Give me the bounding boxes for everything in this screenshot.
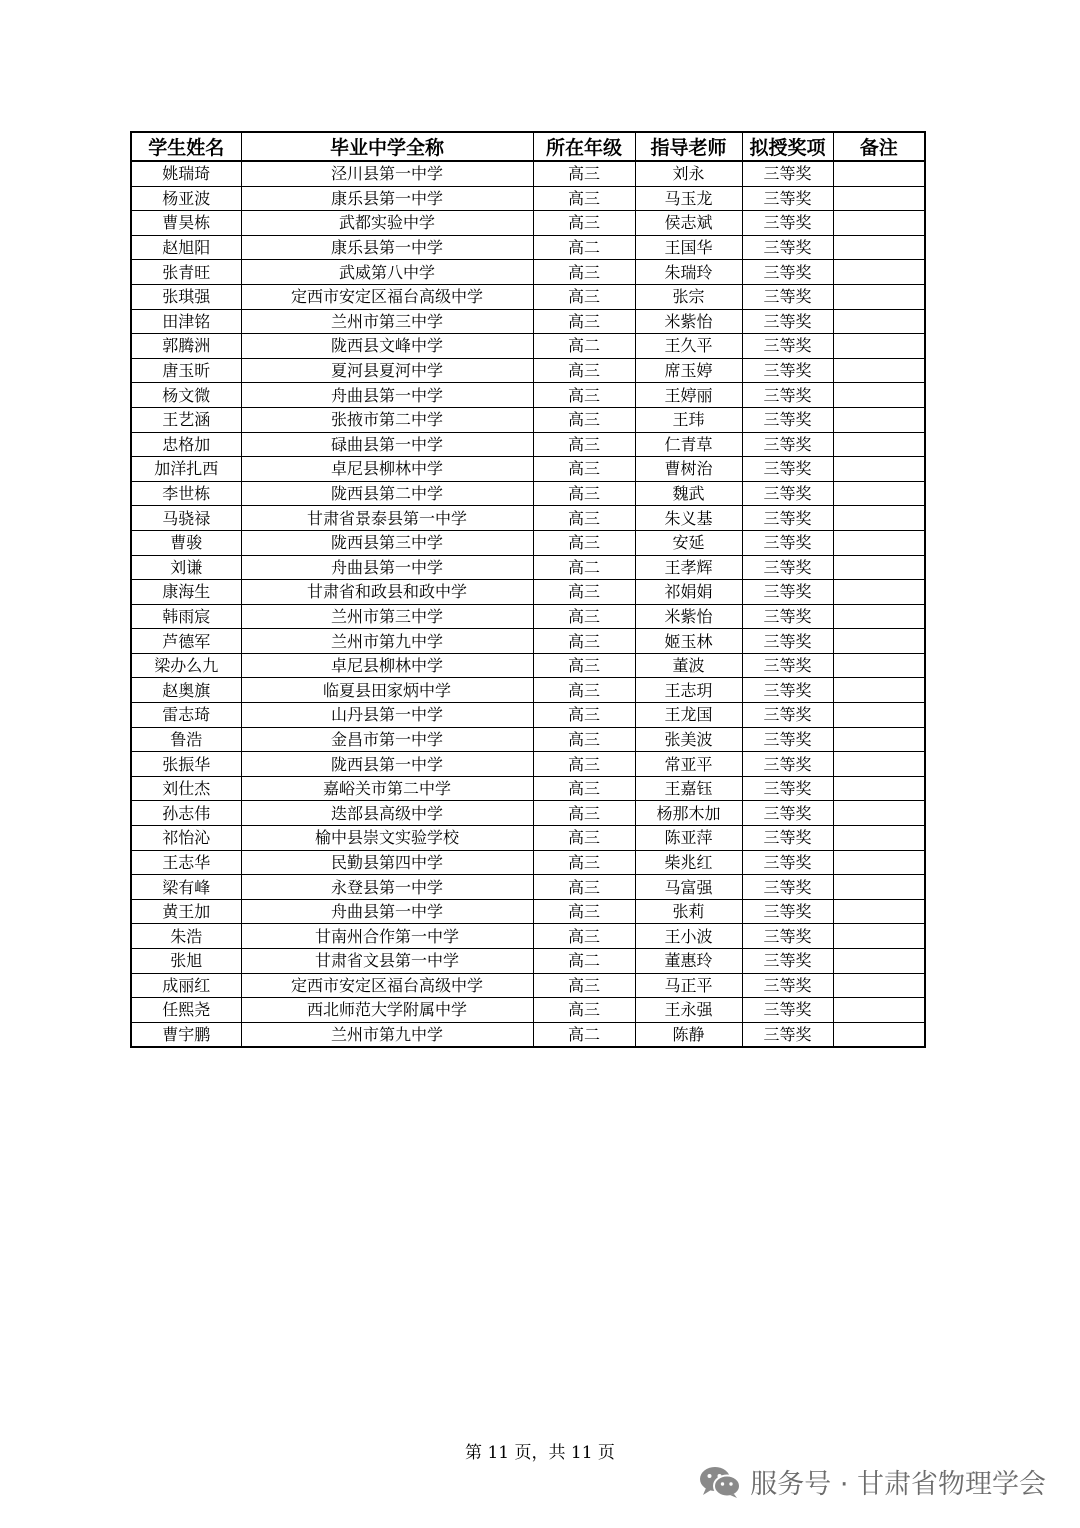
grade-cell: 高三 [533,161,635,186]
watermark [698,1462,1046,1501]
table-row [131,186,925,211]
table-row [131,407,925,432]
table-row [131,949,925,974]
student-name-cell: 康海生 [131,580,241,605]
grade-cell: 高三 [533,776,635,801]
wechat-icon [698,1465,742,1499]
header-remark: 备注 [833,132,925,161]
teacher-cell: 董波 [635,653,742,678]
remark-cell [833,826,925,851]
remark-cell [833,653,925,678]
table-row [131,506,925,531]
table-row [131,358,925,383]
award-cell: 三等奖 [742,629,833,654]
teacher-cell: 王孝辉 [635,555,742,580]
school-cell: 嘉峪关市第二中学 [241,776,533,801]
grade-cell: 高三 [533,506,635,531]
teacher-cell: 王嘉钰 [635,776,742,801]
teacher-cell: 常亚平 [635,752,742,777]
school-cell: 兰州市第三中学 [241,604,533,629]
school-cell: 陇西县第三中学 [241,530,533,555]
table-row [131,383,925,408]
student-name-cell: 芦德军 [131,629,241,654]
student-name-cell: 王志华 [131,850,241,875]
remark-cell [833,211,925,236]
grade-cell: 高三 [533,530,635,555]
remark-cell [833,899,925,924]
grade-cell: 高三 [533,407,635,432]
award-cell: 三等奖 [742,407,833,432]
award-cell: 三等奖 [742,432,833,457]
student-name-cell: 马骁禄 [131,506,241,531]
award-cell: 三等奖 [742,678,833,703]
grade-cell: 高三 [533,973,635,998]
page-number: 第 11 页，共 11 页 [465,1443,615,1463]
grade-cell: 高三 [533,678,635,703]
table-row [131,1022,925,1047]
grade-cell: 高三 [533,629,635,654]
grade-cell: 高三 [533,727,635,752]
award-cell: 三等奖 [742,801,833,826]
school-cell: 兰州市第九中学 [241,629,533,654]
award-cell: 三等奖 [742,211,833,236]
award-cell: 三等奖 [742,235,833,260]
grade-cell: 高三 [533,703,635,728]
table-row [131,998,925,1023]
remark-cell [833,727,925,752]
remark-cell [833,998,925,1023]
teacher-cell: 席玉婷 [635,358,742,383]
award-cell: 三等奖 [742,580,833,605]
award-cell: 三等奖 [742,973,833,998]
remark-cell [833,284,925,309]
student-name-cell: 任熙尧 [131,998,241,1023]
remark-cell [833,383,925,408]
teacher-cell: 马正平 [635,973,742,998]
teacher-cell: 杨那木加 [635,801,742,826]
grade-cell: 高三 [533,481,635,506]
award-cell: 三等奖 [742,653,833,678]
student-name-cell: 刘仕杰 [131,776,241,801]
award-cell: 三等奖 [742,850,833,875]
student-name-cell: 韩雨宸 [131,604,241,629]
award-cell: 三等奖 [742,1022,833,1047]
student-name-cell: 刘谦 [131,555,241,580]
school-cell: 金昌市第一中学 [241,727,533,752]
teacher-cell: 王婷丽 [635,383,742,408]
header-teacher: 指导老师 [635,132,742,161]
student-name-cell: 杨文微 [131,383,241,408]
school-cell: 舟曲县第一中学 [241,899,533,924]
school-cell: 山丹县第一中学 [241,703,533,728]
school-cell: 民勤县第四中学 [241,850,533,875]
teacher-cell: 陈亚萍 [635,826,742,851]
table-row [131,801,925,826]
table-row [131,850,925,875]
teacher-cell: 王玮 [635,407,742,432]
grade-cell: 高三 [533,875,635,900]
table-row [131,924,925,949]
award-cell: 三等奖 [742,604,833,629]
table-row [131,334,925,359]
award-cell: 三等奖 [742,334,833,359]
school-cell: 兰州市第九中学 [241,1022,533,1047]
grade-cell: 高二 [533,555,635,580]
award-cell: 三等奖 [742,998,833,1023]
school-cell: 陇西县第二中学 [241,481,533,506]
teacher-cell: 张宗 [635,284,742,309]
teacher-cell: 姬玉林 [635,629,742,654]
teacher-cell: 安延 [635,530,742,555]
award-cell: 三等奖 [742,875,833,900]
school-cell: 夏河县夏河中学 [241,358,533,383]
grade-cell: 高三 [533,826,635,851]
remark-cell [833,580,925,605]
teacher-cell: 董惠玲 [635,949,742,974]
remark-cell [833,801,925,826]
header-row [131,132,925,161]
award-cell: 三等奖 [742,506,833,531]
remark-cell [833,555,925,580]
table-header [131,132,925,161]
grade-cell: 高三 [533,604,635,629]
award-cell: 三等奖 [742,555,833,580]
school-cell: 定西市安定区福台高级中学 [241,284,533,309]
school-cell: 临夏县田家炳中学 [241,678,533,703]
grade-cell: 高三 [533,850,635,875]
remark-cell [833,875,925,900]
table-row [131,555,925,580]
table-row [131,703,925,728]
grade-cell: 高三 [533,998,635,1023]
teacher-cell: 魏武 [635,481,742,506]
award-cell: 三等奖 [742,481,833,506]
table-row [131,211,925,236]
student-name-cell: 姚瑞琦 [131,161,241,186]
remark-cell [833,703,925,728]
teacher-cell: 马玉龙 [635,186,742,211]
school-cell: 西北师范大学附属中学 [241,998,533,1023]
student-name-cell: 雷志琦 [131,703,241,728]
grade-cell: 高三 [533,432,635,457]
school-cell: 甘肃省景泰县第一中学 [241,506,533,531]
award-cell: 三等奖 [742,358,833,383]
table-row [131,309,925,334]
student-name-cell: 祁怡沁 [131,826,241,851]
school-cell: 迭部县高级中学 [241,801,533,826]
watermark-text: 服务号 · 甘肃省物理学会 [750,1469,1046,1500]
remark-cell [833,924,925,949]
header-grade: 所在年级 [533,132,635,161]
teacher-cell: 王国华 [635,235,742,260]
table-row [131,530,925,555]
grade-cell: 高二 [533,235,635,260]
school-cell: 永登县第一中学 [241,875,533,900]
teacher-cell: 王志玥 [635,678,742,703]
grade-cell: 高三 [533,899,635,924]
teacher-cell: 刘永 [635,161,742,186]
award-cell: 三等奖 [742,752,833,777]
table-row [131,235,925,260]
school-cell: 武都实验中学 [241,211,533,236]
teacher-cell: 柴兆红 [635,850,742,875]
award-cell: 三等奖 [742,776,833,801]
student-name-cell: 朱浩 [131,924,241,949]
award-cell: 三等奖 [742,826,833,851]
remark-cell [833,334,925,359]
award-cell: 三等奖 [742,899,833,924]
remark-cell [833,358,925,383]
teacher-cell: 米紫怡 [635,604,742,629]
student-name-cell: 黄王加 [131,899,241,924]
remark-cell [833,235,925,260]
school-cell: 康乐县第一中学 [241,235,533,260]
grade-cell: 高三 [533,580,635,605]
table-row [131,826,925,851]
remark-cell [833,506,925,531]
remark-cell [833,1022,925,1047]
student-name-cell: 张青旺 [131,260,241,285]
school-cell: 张掖市第二中学 [241,407,533,432]
award-cell: 三等奖 [742,949,833,974]
grade-cell: 高三 [533,211,635,236]
remark-cell [833,678,925,703]
grade-cell: 高二 [533,949,635,974]
teacher-cell: 张美波 [635,727,742,752]
remark-cell [833,432,925,457]
grade-cell: 高三 [533,457,635,482]
table-row [131,776,925,801]
grade-cell: 高三 [533,653,635,678]
student-name-cell: 赵旭阳 [131,235,241,260]
table-row [131,752,925,777]
student-name-cell: 杨亚波 [131,186,241,211]
teacher-cell: 马富强 [635,875,742,900]
teacher-cell: 张莉 [635,899,742,924]
remark-cell [833,850,925,875]
grade-cell: 高三 [533,309,635,334]
grade-cell: 高三 [533,284,635,309]
school-cell: 康乐县第一中学 [241,186,533,211]
award-cell: 三等奖 [742,284,833,309]
grade-cell: 高二 [533,334,635,359]
school-cell: 碌曲县第一中学 [241,432,533,457]
student-name-cell: 忠格加 [131,432,241,457]
school-cell: 舟曲县第一中学 [241,555,533,580]
grade-cell: 高三 [533,358,635,383]
school-cell: 武威第八中学 [241,260,533,285]
table-row [131,727,925,752]
table-row [131,629,925,654]
table-row [131,457,925,482]
award-cell: 三等奖 [742,703,833,728]
header-award: 拟授奖项 [742,132,833,161]
grade-cell: 高三 [533,383,635,408]
table-row [131,678,925,703]
award-cell: 三等奖 [742,161,833,186]
table-row [131,260,925,285]
remark-cell [833,309,925,334]
table-row [131,604,925,629]
remark-cell [833,530,925,555]
student-name-cell: 唐玉昕 [131,358,241,383]
remark-cell [833,186,925,211]
remark-cell [833,752,925,777]
student-name-cell: 曹昊栋 [131,211,241,236]
student-name-cell: 梁有峰 [131,875,241,900]
student-name-cell: 加洋扎西 [131,457,241,482]
school-cell: 兰州市第三中学 [241,309,533,334]
teacher-cell: 王小波 [635,924,742,949]
award-cell: 三等奖 [742,924,833,949]
student-name-cell: 曹宇鹏 [131,1022,241,1047]
student-name-cell: 鲁浩 [131,727,241,752]
teacher-cell: 陈静 [635,1022,742,1047]
teacher-cell: 王龙国 [635,703,742,728]
school-cell: 甘南州合作第一中学 [241,924,533,949]
grade-cell: 高三 [533,260,635,285]
teacher-cell: 王久平 [635,334,742,359]
student-name-cell: 张振华 [131,752,241,777]
award-cell: 三等奖 [742,383,833,408]
grade-cell: 高二 [533,1022,635,1047]
school-cell: 卓尼县柳林中学 [241,457,533,482]
teacher-cell: 侯志斌 [635,211,742,236]
student-name-cell: 成丽红 [131,973,241,998]
remark-cell [833,407,925,432]
remark-cell [833,973,925,998]
school-cell: 泾川县第一中学 [241,161,533,186]
school-cell: 舟曲县第一中学 [241,383,533,408]
award-cell: 三等奖 [742,260,833,285]
award-table [130,131,926,1048]
table-row [131,653,925,678]
remark-cell [833,457,925,482]
school-cell: 甘肃省和政县和政中学 [241,580,533,605]
award-cell: 三等奖 [742,309,833,334]
student-name-cell: 王艺涵 [131,407,241,432]
header-school: 毕业中学全称 [241,132,533,161]
teacher-cell: 祁娟娟 [635,580,742,605]
teacher-cell: 仁青草 [635,432,742,457]
table-body [131,161,925,1047]
grade-cell: 高三 [533,801,635,826]
remark-cell [833,161,925,186]
table-row [131,161,925,186]
school-cell: 卓尼县柳林中学 [241,653,533,678]
header-student-name: 学生姓名 [131,132,241,161]
award-cell: 三等奖 [742,186,833,211]
student-name-cell: 张旭 [131,949,241,974]
grade-cell: 高三 [533,924,635,949]
remark-cell [833,604,925,629]
table-row [131,432,925,457]
teacher-cell: 曹树治 [635,457,742,482]
school-cell: 陇西县文峰中学 [241,334,533,359]
table-row [131,899,925,924]
table-row [131,481,925,506]
student-name-cell: 曹骏 [131,530,241,555]
remark-cell [833,629,925,654]
student-name-cell: 田津铭 [131,309,241,334]
teacher-cell: 朱瑞玲 [635,260,742,285]
teacher-cell: 朱义基 [635,506,742,531]
teacher-cell: 米紫怡 [635,309,742,334]
remark-cell [833,260,925,285]
student-name-cell: 梁办么九 [131,653,241,678]
award-cell: 三等奖 [742,457,833,482]
school-cell: 甘肃省文县第一中学 [241,949,533,974]
student-name-cell: 孙志伟 [131,801,241,826]
table-row [131,284,925,309]
student-name-cell: 赵奥旗 [131,678,241,703]
student-name-cell: 郭腾洲 [131,334,241,359]
award-cell: 三等奖 [742,727,833,752]
remark-cell [833,776,925,801]
grade-cell: 高三 [533,186,635,211]
remark-cell [833,949,925,974]
school-cell: 陇西县第一中学 [241,752,533,777]
award-cell: 三等奖 [742,530,833,555]
student-name-cell: 李世栋 [131,481,241,506]
school-cell: 定西市安定区福台高级中学 [241,973,533,998]
table-row [131,973,925,998]
table-row [131,580,925,605]
student-name-cell: 张琪强 [131,284,241,309]
table-row [131,875,925,900]
grade-cell: 高三 [533,752,635,777]
remark-cell [833,481,925,506]
school-cell: 榆中县崇文实验学校 [241,826,533,851]
teacher-cell: 王永强 [635,998,742,1023]
